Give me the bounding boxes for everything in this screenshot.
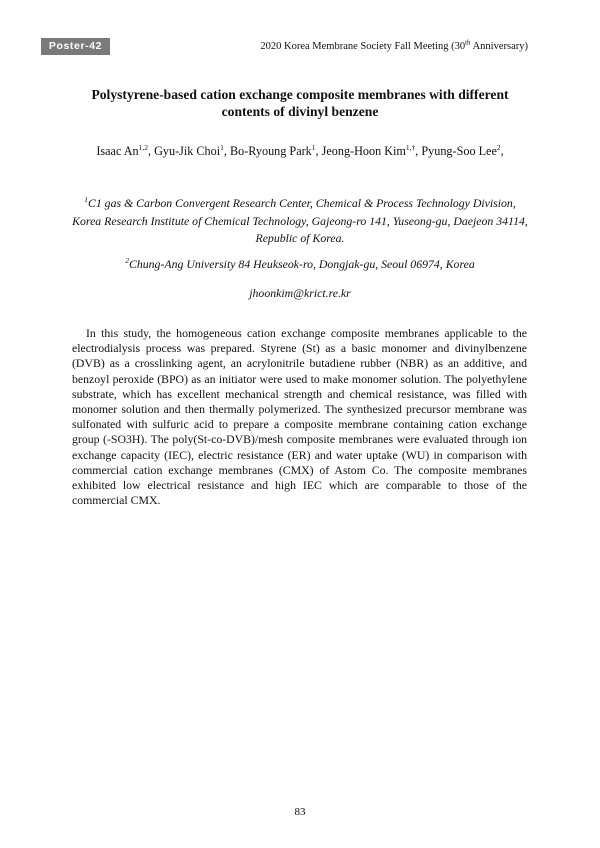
corresponding-email: jhoonkim@krict.re.kr <box>249 286 351 300</box>
author-name: Bo-Ryoung Park <box>229 144 312 158</box>
author-list <box>40 144 560 159</box>
author <box>230 144 322 158</box>
affiliation-text: Chung-Ang University 84 Heukseok-ro, Dongjak-gu, Seoul 06974, Korea <box>128 257 475 271</box>
affiliation-2 <box>72 256 528 274</box>
author-affiliation-mark: 1 <box>311 142 316 152</box>
author-separator: , <box>223 144 230 158</box>
author-separator: , <box>315 144 322 158</box>
author-name: Gyu-Jik Choi <box>154 144 221 158</box>
affiliation-mark: 1 <box>84 195 88 205</box>
author-name: Jeong-Hoon Kim <box>321 144 406 158</box>
meeting-name-end: Anniversary) <box>470 41 528 52</box>
author-name: Isaac An <box>96 144 139 158</box>
affiliation-1 <box>72 195 528 248</box>
author <box>154 144 230 158</box>
author-affiliation-mark: 1,2 <box>138 142 149 152</box>
page-number: 83 <box>294 806 306 818</box>
author-separator: , <box>415 144 422 158</box>
author <box>96 144 154 158</box>
author-affiliation-mark: 1 <box>220 142 224 152</box>
author-separator: , <box>500 144 504 158</box>
author-separator: , <box>148 144 155 158</box>
affiliation-mark: 2 <box>125 256 129 266</box>
author <box>421 144 503 158</box>
author-affiliation-mark: 1,† <box>405 142 416 152</box>
author-name: Pyung-Soo Lee <box>421 144 497 158</box>
poster-badge: Poster-42 <box>41 38 110 55</box>
abstract-body: In this study, the homogeneous cation exchange composite membranes applicable to the electrodialysis process was prepared. Styrene (St) as a basic monomer and divinylbenzene (DVB) as a crosslinking agent, an acrylonitrile butadiene rubber (NBR) as an additive, and benzoyl peroxide (BPO) as an initiator were used to make monomer solution. The polyethylene substrate, which has excellent mechanical strength and chemical resistance, was filled with monomer solution and then thermally polymerized. The synthesized precursor membrane was sulfonated with sulfuric acid to prepare a composite membrane containing cation exchange group (-SO3H). The poly(St-co-DVB)/mesh composite membranes were evaluated through ion exchange capacity (IEC), electric resistance (ER) and water uptake (WU) in comparison with commercial cation exchange membranes (CMX) of Astom Co. The composite membranes exhibited low electrical resistance and high IEC which are comparable to those of the commercial CMX. <box>72 326 527 508</box>
author <box>322 144 422 158</box>
meeting-ordinal-suffix: th <box>465 38 471 47</box>
affiliation-text: C1 gas & Carbon Convergent Research Center, Chemical & Process Technology Division, Korea Research Institute of Chemical Technology, Gajeong-ro 141, Yuseong-gu, Daejeon 34114, Republic of Korea. <box>72 196 528 245</box>
meeting-name: 2020 Korea Membrane Society Fall Meeting (30 <box>260 41 466 52</box>
paper-title: Polystyrene-based cation exchange composite membranes with different contents of divinyl benzene <box>91 87 509 119</box>
meeting-header <box>260 38 528 52</box>
author-affiliation-mark: 2 <box>496 142 501 152</box>
